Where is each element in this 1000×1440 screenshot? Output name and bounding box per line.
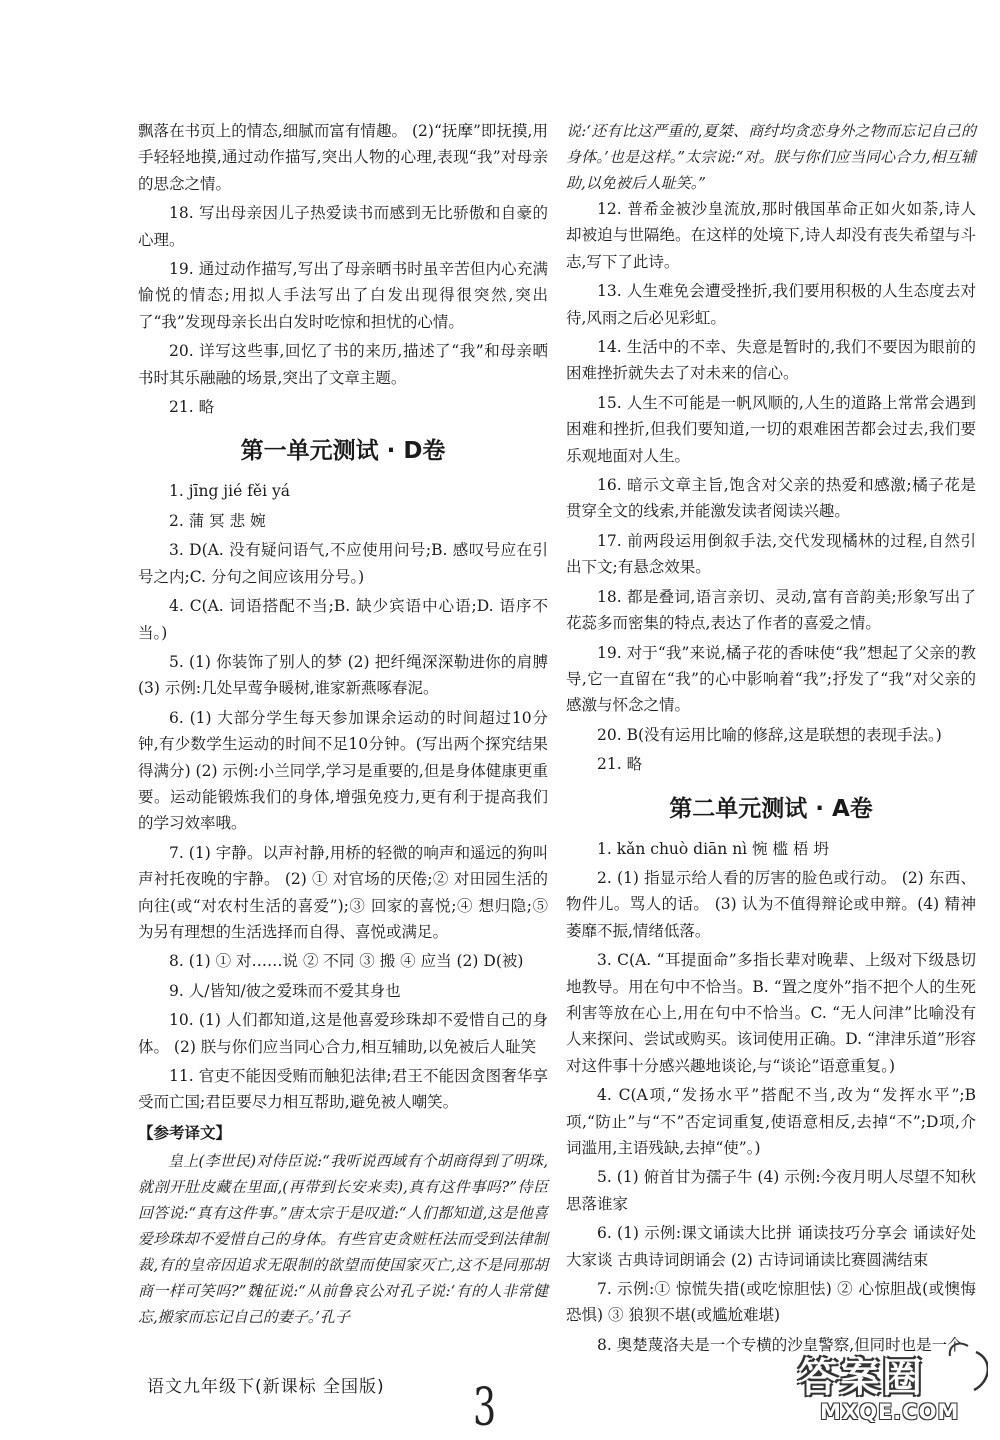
answer-d13: 13. 人生难免会遭受挫折,我们要用积极的人生态度去对待,风雨之后必见彩虹。 <box>566 282 976 327</box>
answer-d19: 19. 对于“我”来说,橘子花的香味使“我”想起了父亲的教导,它一直留在“我”的心中影响着“我”;抒发了“我”对父亲的感激与怀念之情。 <box>566 643 976 715</box>
answer-d16: 16. 暗示文章主旨,饱含对父亲的热爱和感激;橘子花是贯穿全文的线索,并能激发读者阅读兴趣。 <box>566 476 976 521</box>
answer-a8: 8. 奥楚蔑洛夫是一个专横的沙皇警察,但同时也是一个 <box>597 1335 963 1354</box>
answer-d10: 10. (1) 人们都知道,这是他喜爱珍珠却不爱惜自己的身体。 (2) 朕与你们应当同心合力,相互辅助,以免被后人耻笑 <box>138 1011 548 1056</box>
answer-d18: 18. 都是叠词,语言亲切、灵动,富有音韵美;形象写出了花蕊多而密集的特点,表达了作者的喜爱之情。 <box>566 587 976 633</box>
answer-d9: 9. 人/皆知/彼之爱珠而不爱其身也 <box>169 981 401 1000</box>
answer-d8: 8. (1) ① 对……说 ② 不同 ③ 搬 ④ 应当 (2) D(被) <box>169 952 524 971</box>
answer-d11: 11. 官吏不能因受贿而触犯法律;君王不能因贪图奢华享受而亡国;君臣要尽力相互帮助,避免被人嘲笑。 <box>138 1067 548 1112</box>
answer-19: 19. 通过动作描写,写出了母亲晒书时虽辛苦但内心充满愉悦的情态;用拟人手法写出了白发出现得很突然,突出了“我”发现母亲长出白发时吃惊和担忧的心情。 <box>138 260 548 331</box>
section-heading-unit1-d: 第一单元测试 · D卷 <box>240 438 446 465</box>
reference-translation-label: 【参考译文】 <box>138 1123 232 1142</box>
section-heading-unit2-a: 第二单元测试 · A卷 <box>669 795 873 822</box>
answer-a5: 5. (1) 俯首甘为孺子牛 (4) 示例:今夜月明人尽望不知秋思落谁家 <box>566 1168 976 1213</box>
reference-translation-text: 皇上(李世民)对侍臣说:“我听说西域有个胡商得到了明珠,就剖开肚皮藏在里面,(再带到长安来卖),真有这件事吗?”侍臣回答说:“真有这件事。”唐太宗于是叹道:“人们都知道,这是他喜爱珍珠却不爱惜自己的身体。有些官吏贪赃枉法而受到法律制裁,有的皇帝因追求无限制的欲望而使国家灭亡,这不是同那胡商一样可笑吗?”魏征说:“从前鲁哀公对孔子说:‘有的人非常健忘,搬家而忘记自己的妻子。’孔子 <box>138 1152 548 1327</box>
answer-d4: 4. C(A. 词语搭配不当;B. 缺少宾语中心语;D. 语序不当。) <box>138 597 548 642</box>
right-column <box>566 118 976 1361</box>
answer-a4: 4. C(A项,“发扬水平”搭配不当,改为“发挥水平”;B项,“防止”与“不”否定词重复,使语意相反,去掉“不”;D项,介词滥用,主语残缺,去掉“使”。) <box>566 1086 976 1157</box>
answer-18: 18. 写出母亲因儿子热爱读书而感到无比骄傲和自豪的心理。 <box>138 204 548 249</box>
answer-d14: 14. 生活中的不幸、失意是暂时的,我们不要因为眼前的困难挫折就失去了对未来的信心。 <box>566 338 976 383</box>
answer-a3: 3. C(A. “耳提面命”多指长辈对晚辈、上级对下级恳切地教导。用在句中不恰当。B. “置之度外”指不把个人的生死利害等放在心上,用在句中不恰当。C. “无人问津”比喻没有人来探问、尝试或购买。该词使用正确。D. “津津乐道”形容对这件事十分感兴趣地谈论,与“谈论”语意重复。) <box>566 951 976 1075</box>
answer-a1: 1. kǎn chuò diān nì 惋 槛 梧 坍 <box>597 839 829 858</box>
answer-a6: 6. (1) 示例:课文诵读大比拼 诵读技巧分享会 诵读好处大家谈 古典诗词朗诵会 (2) 古诗词诵读比赛圆满结束 <box>566 1224 976 1269</box>
left-column <box>138 118 548 1330</box>
page-number: 3 <box>472 1378 497 1438</box>
answer-d7: 7. (1) 宇静。以声衬静,用桥的轻微的响声和遥远的狗叫声衬托夜晚的宇静。 (2) ① 对官场的厌倦;② 对田园生活的向往(或“对农村生活的喜爱”);③ 回家的喜悦;④ 想归隐;⑤ 为另有理想的生活选择而自得、喜悦或满足。 <box>138 843 548 941</box>
watermark-text: 答案圈 <box>798 1355 924 1401</box>
answer-a2: 2. (1) 指显示给人看的厉害的脸色或行动。 (2) 东西、物件儿。骂人的话。 (3) 认为不值得辩论或申辩。(4) 精神萎靡不振,情绪低落。 <box>566 868 976 940</box>
answer-d5: 5. (1) 你装饰了别人的梦 (2) 把纤绳深深勒进你的肩膊 (3) 示例:几处早莺争暖树,谁家新燕啄春泥。 <box>138 652 548 698</box>
answer-paragraph: 飘落在书页上的情态,细腻而富有情趣。 (2)“抚摩”即抚摸,用手轻轻地摸,通过动作描写,突出人物的心理,表现“我”对母亲的思念之情。 <box>138 122 548 193</box>
watermark-logo <box>798 1338 988 1430</box>
answer-d2: 2. 蒲 冥 悲 婉 <box>169 511 266 530</box>
answer-d6: 6. (1) 大部分学生每天参加课余运动的时间超过10分钟,有少数学生运动的时间不足10分钟。(写出两个探究结果得满分) (2) 示例:小兰同学,学习是重要的,但是身体健康更重要。运动能锻炼我们的身体,增强免疫力,更有利于提高我们的学习效率哦。 <box>138 708 548 833</box>
answer-d20: 20. B(没有运用比喻的修辞,这是联想的表现手法。) <box>597 725 942 744</box>
answer-20: 20. 详写这些事,回忆了书的来历,描述了“我”和母亲晒书时其乐融融的场景,突出了文章主题。 <box>138 342 548 387</box>
answer-d3: 3. D(A. 没有疑问语气,不应使用问号;B. 感叹号应在引号之内;C. 分句之间应该用分号。) <box>138 541 548 586</box>
answer-d12: 12. 普希金被沙皇流放,那时俄国革命正如火如荼,诗人却被迫与世隔绝。在这样的处境下,诗人却没有丧失希望与斗志,写下了此诗。 <box>566 200 976 271</box>
answer-d17: 17. 前两段运用倒叙手法,交代发现橘林的过程,自然引出下文;有悬念效果。 <box>566 531 976 577</box>
answer-21: 21. 略 <box>169 398 215 417</box>
reference-translation-continued: 说:‘还有比这严重的,夏桀、商纣均贪恋身外之物而忘记自己的身体。’也是这样。”太宗说:“对。朕与你们应当同心合力,相互辅助,以免被后人耻笑。” <box>566 122 976 192</box>
answer-d15: 15. 人生不可能是一帆风顺的,人生的道路上常常会遇到困难和挫折,但我们要知道,一切的艰难困苦都会过去,我们要乐观地面对人生。 <box>566 393 976 465</box>
answer-d1: 1. jīng jié fěi yá <box>169 482 290 501</box>
answer-d21: 21. 略 <box>597 755 643 774</box>
answer-a7: 7. 示例:① 惊慌失措(或吃惊胆怯) ② 心惊胆战(或懊悔恐惧) ③ 狼狈不堪(或尴尬难堪) <box>566 1280 976 1325</box>
watermark-url: MXQE.COM <box>820 1400 960 1424</box>
book-title-footer: 语文九年级下(新课标 全国版) <box>147 1377 385 1397</box>
